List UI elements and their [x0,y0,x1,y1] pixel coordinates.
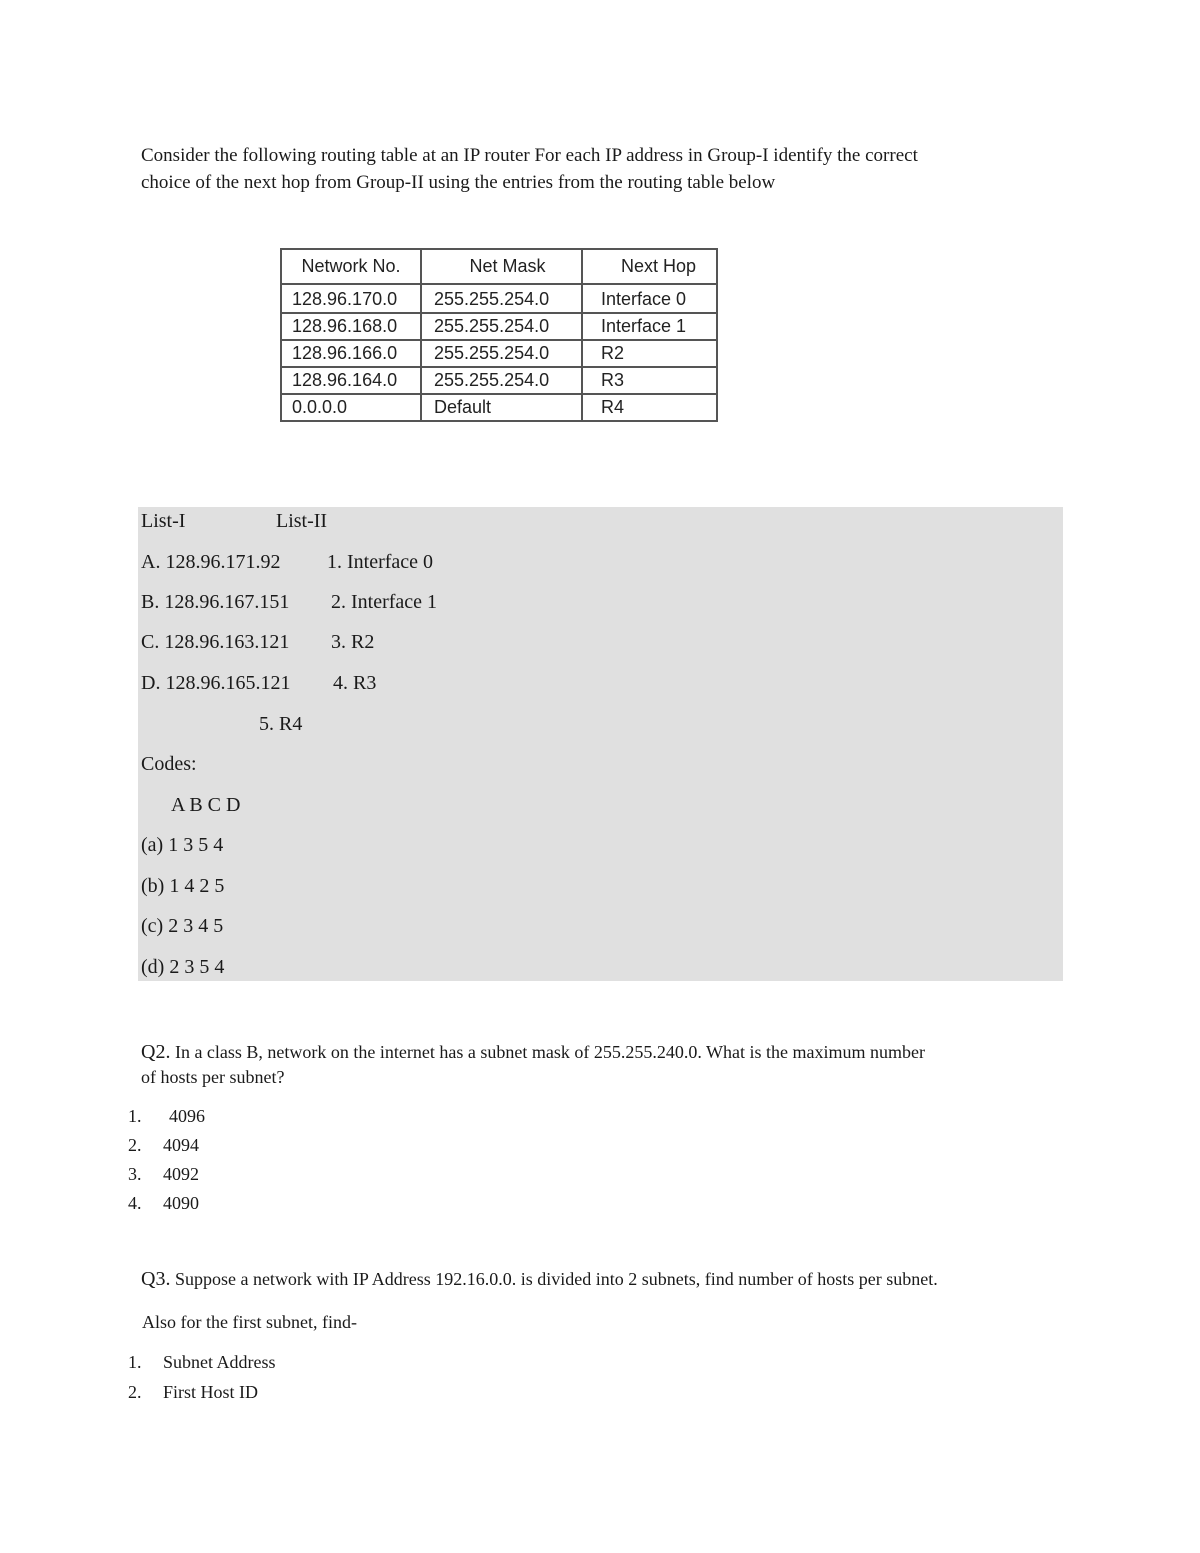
list1-title: List-I [141,510,186,532]
table-header-row [281,249,717,284]
q3-option-2-value: First Host ID [163,1382,259,1402]
header-next-hop: Next Hop [582,249,717,284]
q2-label: Q2. [141,1041,171,1063]
q3-subtext: Also for the first subnet, find- [142,1312,357,1332]
cell-mask: 255.255.254.0 [421,367,582,394]
q2-option-4-number: 4. [128,1193,142,1213]
q3-text: Suppose a network with IP Address 192.16.0.0. is divided into 2 subnets, find number of hosts per subnet. [174,1269,938,1289]
option-c: (c) 2 3 4 5 [141,915,224,937]
cell-mask: Default [421,394,582,421]
option-d: (d) 2 3 5 4 [141,956,225,978]
list2-item-5: 5. R4 [259,713,303,735]
list1-item-a: A. 128.96.171.92 [141,551,281,573]
cell-next-hop: R2 [582,340,717,367]
q3-label: Q3. [141,1268,171,1290]
cell-network: 128.96.166.0 [281,340,421,367]
q2-option-3-number: 3. [128,1164,142,1184]
q2-option-2-number: 2. [128,1135,142,1155]
list1-item-b: B. 128.96.167.151 [141,591,290,613]
q2-text-line-1: In a class B, network on the internet has a subnet mask of 255.255.240.0. What is the maximum number [174,1042,925,1062]
q2-option-1-value: 4096 [169,1106,205,1126]
cell-mask: 255.255.254.0 [421,340,582,367]
matching-question-box [138,507,1063,981]
question-3 [141,1268,938,1291]
codes-label: Codes: [141,753,197,775]
cell-next-hop: Interface 1 [582,313,717,340]
table-row [281,367,717,394]
question-2 [141,1040,1071,1090]
q3-option-1-number: 1. [128,1352,142,1372]
list2-item-1: 1. Interface 0 [327,551,434,573]
q3-option-1-value: Subnet Address [163,1352,276,1372]
table-row [281,394,717,421]
q2-text-line-2: of hosts per subnet? [141,1067,285,1087]
header-net-mask: Net Mask [421,249,582,284]
cell-network: 0.0.0.0 [281,394,421,421]
list2-item-4: 4. R3 [333,672,377,694]
list2-item-2: 2. Interface 1 [331,591,438,613]
option-a: (a) 1 3 5 4 [141,834,224,856]
cell-next-hop: R4 [582,394,717,421]
intro-paragraph [141,142,1061,196]
q2-option-1-number: 1. [128,1106,142,1126]
cell-network: 128.96.170.0 [281,284,421,313]
list2-title: List-II [276,510,328,532]
list2-item-3: 3. R2 [331,631,375,653]
codes-header: A B C D [171,794,241,816]
q3-option-2-number: 2. [128,1382,142,1402]
header-network-no: Network No. [281,249,421,284]
table-row [281,313,717,340]
intro-line-2: choice of the next hop from Group-II using the entries from the routing table below [141,172,776,193]
q2-option-3-value: 4092 [163,1164,199,1184]
cell-next-hop: R3 [582,367,717,394]
table-row [281,284,717,313]
cell-mask: 255.255.254.0 [421,313,582,340]
q2-option-4-value: 4090 [163,1193,199,1213]
cell-mask: 255.255.254.0 [421,284,582,313]
cell-next-hop: Interface 0 [582,284,717,313]
cell-network: 128.96.168.0 [281,313,421,340]
list1-item-c: C. 128.96.163.121 [141,631,290,653]
intro-line-1: Consider the following routing table at an IP router For each IP address in Group-I identify the correct [141,145,918,166]
table-row [281,340,717,367]
q2-option-2-value: 4094 [163,1135,199,1155]
option-b: (b) 1 4 2 5 [141,875,225,897]
cell-network: 128.96.164.0 [281,367,421,394]
list1-item-d: D. 128.96.165.121 [141,672,291,694]
routing-table [280,248,718,422]
